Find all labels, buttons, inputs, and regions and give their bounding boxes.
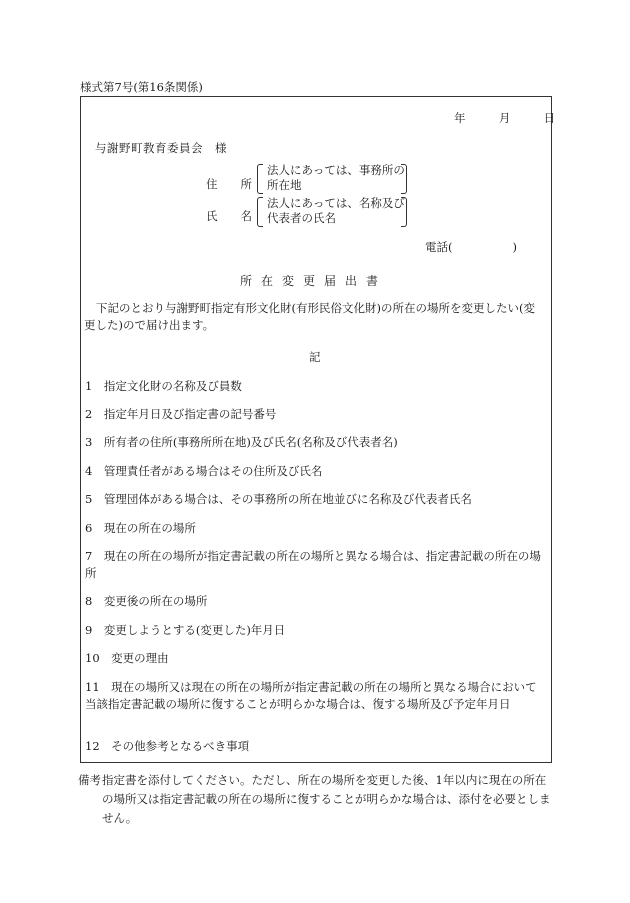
item-number: 11 (85, 680, 100, 694)
item-number: 9 (85, 623, 93, 637)
list-item (85, 463, 547, 480)
date-day-label: 日 (543, 111, 556, 125)
date-line (454, 110, 555, 126)
item-text: 変更後の所在の場所 (103, 594, 208, 608)
form-number-label: 様式第7号(第16条関係) (80, 80, 203, 94)
phone-open-label: 電話( (425, 240, 453, 254)
item-number: 8 (85, 594, 93, 608)
remarks-heading: 備考 (78, 773, 101, 787)
list-item (85, 622, 547, 639)
item-text: 変更しようとする(変更した)年月日 (103, 623, 286, 637)
date-year-label: 年 (454, 111, 466, 125)
name-note-bracket (257, 196, 407, 226)
item-text: 現在の所在の場所 (103, 521, 196, 535)
list-item (85, 520, 547, 537)
remarks-body: 指定書を添付してください。ただし、所在の場所を変更した後、1年以内に現在の所在の場所又は指定書記載の所在の場所に復することが明らかな場合は、添付を必要としません。 (102, 773, 551, 825)
item-number: 10 (85, 651, 100, 665)
item-text: 現在の場所又は現在の所在の場所が指定書記載の所在の場所と異なる場合において当該指定書記載の場所に復することが明らかな場合は、復する場所及び予定年月日 (85, 680, 537, 711)
item-number: 12 (85, 739, 100, 753)
item-number: 7 (85, 549, 93, 563)
address-label: 住 所 (206, 177, 252, 191)
item-text: 所有者の住所(事務所所在地)及び氏名(名称及び代表者名) (103, 435, 398, 449)
name-label: 氏 名 (206, 209, 252, 223)
recipient: 与謝野町教育委員会 様 (95, 141, 227, 155)
address-note-line2: 所在地 (267, 178, 302, 192)
item-text: 指定年月日及び指定書の記号番号 (103, 407, 277, 421)
item-number: 3 (85, 435, 93, 449)
address-note-bracket (257, 163, 407, 193)
date-month-label: 月 (498, 111, 511, 125)
list-item (85, 378, 547, 395)
address-note-line1: 法人にあっては、事務所の (267, 163, 405, 177)
item-number: 2 (85, 407, 93, 421)
item-number: 6 (85, 521, 93, 535)
item-number: 5 (85, 492, 93, 506)
item-text: 変更の理由 (111, 651, 169, 665)
list-item (85, 679, 547, 713)
list-item (85, 491, 547, 508)
ki-heading: 記 (309, 350, 321, 364)
item-text: 指定文化財の名称及び員数 (103, 379, 242, 393)
phone-close-label: ) (512, 240, 517, 254)
document-title: 所在変更届出書 (240, 274, 388, 288)
list-item (85, 593, 547, 610)
item-number: 4 (85, 464, 93, 478)
item-text: その他参考となるべき事項 (111, 739, 250, 753)
list-item (85, 548, 547, 582)
list-item (85, 738, 547, 755)
list-item (85, 650, 547, 667)
item-number: 1 (85, 379, 93, 393)
item-text: 現在の所在の場所が指定書記載の所在の場所と異なる場合は、指定書記載の所在の場所 (85, 549, 541, 580)
item-text: 管理責任者がある場合はその住所及び氏名 (103, 464, 323, 478)
list-item (85, 434, 547, 451)
item-text: 管理団体がある場合は、その事務所の所在地並びに名称及び代表者氏名 (103, 492, 472, 506)
name-note-line1: 法人にあっては、名称及び (267, 196, 405, 210)
intro-paragraph: 下記のとおり与謝野町指定有形文化財(有形民俗文化財)の所在の場所を変更したい(変更した)ので届け出ます。 (84, 301, 535, 332)
phone-line (425, 239, 517, 255)
name-note-line2: 代表者の氏名 (267, 211, 336, 225)
list-item (85, 406, 547, 423)
